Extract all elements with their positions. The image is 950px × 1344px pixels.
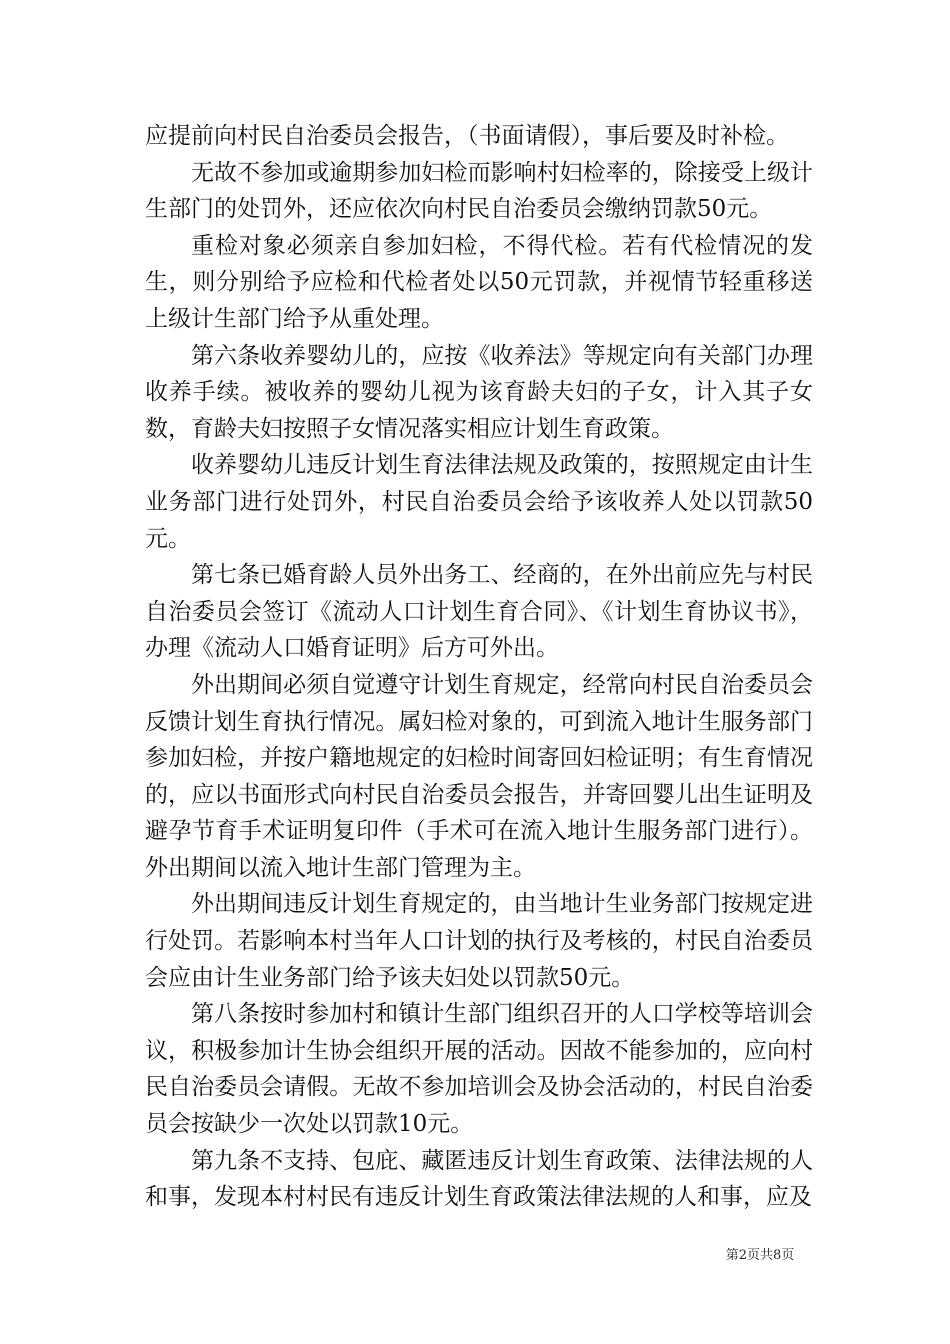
paragraph-9: 第八条按时参加村和镇计生部门组织召开的人口学校等培训会议，积极参加计生协会组织开展的活动。因故不能参加的，应向村民自治委员会请假。无故不参加培训会及协会活动的，村民自治委员会按缺少一次处以罚款10元。 [145,1001,813,1138]
paragraph-5: 收养婴幼儿违反计划生育法律法规及政策的，按照规定由计生业务部门进行处罚外，村民自治委员会给予该收养人处以罚款50元。 [145,452,813,552]
document-body [145,118,813,1216]
page-footer [0,1244,950,1263]
paragraph-10: 第九条不支持、包庇、藏匿违反计划生育政策、法律法规的人和事，发现本村村民有违反计划生育政策法律法规的人和事，应及 [145,1147,813,1211]
paragraph-7: 外出期间必须自觉遵守计划生育规定，经常向村民自治委员会反馈计划生育执行情况。属妇检对象的，可到流入地计生服务部门参加妇检，并按户籍地规定的妇检时间寄回妇检证明；有生育情况的，应以书面形式向村民自治委员会报告，并寄回婴儿出生证明及避孕节育手术证明复印件（手术可在流入地计生服务部门进行）。外出期间以流入地计生部门管理为主。 [145,671,813,881]
paragraph-1: 应提前向村民自治委员会报告，（书面请假），事后要及时补检。 [145,123,789,149]
paragraph-2: 无故不参加或逾期参加妇检而影响村妇检率的，除接受上级计生部门的处罚外，还应依次向村民自治委员会缴纳罚款50元。 [145,159,813,223]
paragraph-6: 第七条已婚育龄人员外出务工、经商的，在外出前应先与村民自治委员会签订《流动人口计划生育合同》、《计划生育协议书》，办理《流动人口婚育证明》后方可外出。 [145,562,813,662]
paragraph-4: 第六条收养婴幼儿的，应按《收养法》等规定向有关部门办理收养手续。被收养的婴幼儿视为该育龄夫妇的子女，计入其子女数，育龄夫妇按照子女情况落实相应计划生育政策。 [145,342,813,442]
paragraph-3: 重检对象必须亲自参加妇检，不得代检。若有代检情况的发生，则分别给予应检和代检者处以50元罚款，并视情节轻重移送上级计生部门给予从重处理。 [145,232,813,332]
paragraph-8: 外出期间违反计划生育规定的，由当地计生业务部门按规定进行处罚。若影响本村当年人口计划的执行及考核的，村民自治委员会应由计生业务部门给予该夫妇处以罚款50元。 [145,891,813,991]
page-number-label: 第2页共8页 [725,1248,795,1263]
